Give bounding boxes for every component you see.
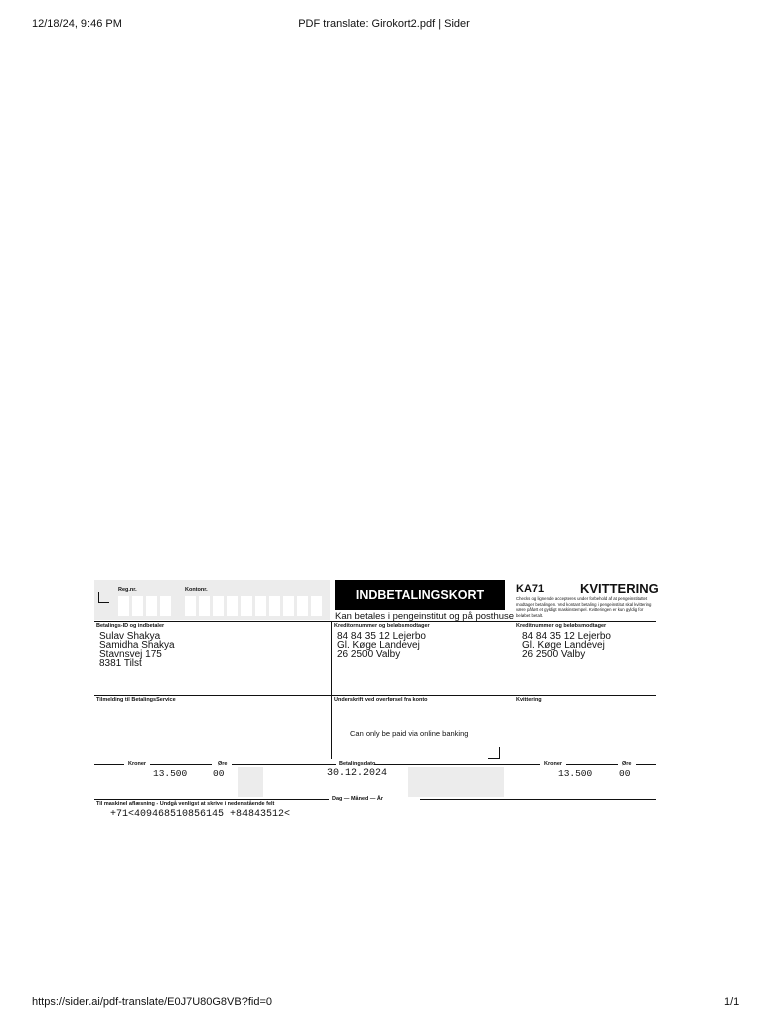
receipt-creditor-label: Kreditnummer og beløbsmodtager [516, 623, 607, 629]
divider [94, 621, 656, 622]
page-url[interactable]: https://sider.ai/pdf-translate/E0J7U80G8VB?fid=0 [32, 996, 273, 1008]
kontonr-box[interactable] [297, 596, 308, 616]
receipt-creditor-address: 84 84 35 12 Lejerbo Gl. Køge Landevej 26 2500 Valby [522, 631, 611, 660]
regnr-box[interactable] [146, 596, 157, 616]
payer-label: Betalings-ID og indbetaler [96, 623, 165, 629]
receipt-title: KVITTERING [580, 581, 659, 596]
payment-date: 30.12.2024 [327, 768, 388, 779]
regnr-box[interactable] [160, 596, 171, 616]
receipt-amount-kroner: 13.500 [558, 768, 593, 779]
kontonr-box[interactable] [199, 596, 210, 616]
kontonr-box[interactable] [185, 596, 196, 616]
page-title: PDF translate: Girokort2.pdf | Sider [298, 18, 470, 30]
kontonr-box[interactable] [227, 596, 238, 616]
divider [566, 764, 618, 765]
regnr-label: Reg.nr. [118, 587, 137, 593]
regnr-box[interactable] [132, 596, 143, 616]
account-number-area [94, 580, 330, 620]
betalingsservice-label: Tilmelding til BetalingsService [96, 697, 176, 703]
ore-label: Øre [218, 761, 228, 767]
shaded-field [408, 767, 504, 797]
kvittering-label: Kvittering [516, 697, 542, 703]
kontonr-box[interactable] [283, 596, 294, 616]
date-format-label: Dag — Måned — År [332, 796, 384, 802]
kroner-label: Kroner [128, 761, 147, 767]
creditor-label: Kreditornummer og beløbsmodtager [334, 623, 430, 629]
divider [374, 764, 540, 765]
signature-label: Underskrift ved overførsel fra konto [334, 697, 428, 703]
amount-ore: 00 [213, 768, 225, 779]
divider [94, 695, 656, 696]
kontonr-box[interactable] [311, 596, 322, 616]
online-note: Can only be paid via online banking [350, 729, 469, 738]
receipt-ore-label: Øre [622, 761, 632, 767]
date-label: Betalingsdato [339, 761, 376, 767]
machine-read-label: Til maskinel aflæsning - Undgå venligst at skrive i nedenstående felt [96, 801, 275, 807]
ocr-line: +71<409468510856145 +84843512< [110, 809, 291, 820]
divider [94, 799, 329, 800]
payer-address: Sulav Shakya Samidha Shakya Stavnsvej 175 8381 Tilst [99, 631, 175, 669]
form-title: INDBETALINGSKORT [335, 580, 505, 610]
divider [331, 621, 332, 759]
corner-mark-icon [98, 592, 109, 603]
receipt-note: Checks og lignende accepteres under forbehold af at pengeinstituttet modtager betalingen. Ved kontant betaling i pengeinstitut skal kvittering være påført et gyldigt maskinstempel. Kvitteringen er kun gyldig for beløbet betalt. [516, 596, 652, 618]
regnr-box[interactable] [118, 596, 129, 616]
divider [232, 764, 336, 765]
kontonr-label: Kontonr. [185, 587, 208, 593]
divider [636, 764, 656, 765]
receipt-amount-ore: 00 [619, 768, 631, 779]
kontonr-box[interactable] [241, 596, 252, 616]
page-count: 1/1 [724, 996, 740, 1008]
kontonr-box[interactable] [213, 596, 224, 616]
amount-kroner: 13.500 [153, 768, 188, 779]
form-code: KA71 [516, 583, 545, 595]
divider [94, 764, 124, 765]
receipt-kroner-label: Kroner [544, 761, 563, 767]
corner-mark-icon [488, 747, 500, 759]
divider [150, 764, 212, 765]
divider [420, 799, 656, 800]
kontonr-box[interactable] [255, 596, 266, 616]
form-subtitle: Kan betales i pengeinstitut og på posthuse [335, 611, 515, 622]
kontonr-box[interactable] [269, 596, 280, 616]
print-datetime: 12/18/24, 9:46 PM [32, 18, 122, 30]
shaded-field [238, 767, 263, 797]
creditor-address: 84 84 35 12 Lejerbo Gl. Køge Landevej 26 2500 Valby [337, 631, 426, 660]
